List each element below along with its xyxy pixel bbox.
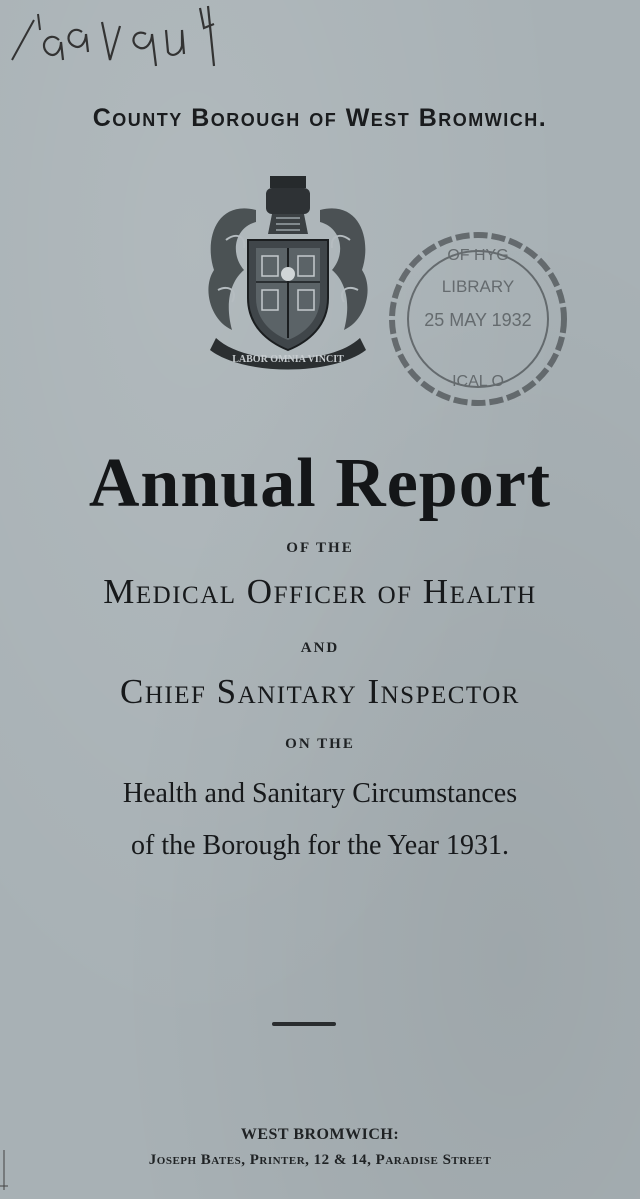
county-heading: County Borough of West Bromwich.	[92, 104, 548, 132]
of-the-line: OF THE	[286, 540, 354, 556]
sanitary-inspector-line: Chief Sanitary Inspector	[120, 672, 520, 711]
stamp-ring-top: OF HYG	[447, 247, 509, 264]
on-the-line: ON THE	[285, 736, 355, 752]
coat-of-arms-icon	[196, 170, 380, 376]
medical-officer-line: Medical Officer of Health	[103, 572, 537, 611]
handwritten-reference-mark	[4, 0, 234, 90]
imprint-place: WEST BROMWICH:	[240, 1126, 400, 1143]
motto-text: LABOR OMNIA VINCIT	[232, 354, 344, 365]
library-date-stamp-icon	[386, 228, 570, 410]
and-line: AND	[300, 640, 340, 656]
stamp-ring-bottom: ICAL O	[452, 373, 504, 390]
report-title: Annual Report	[88, 445, 552, 522]
stamp-date: 25 MAY 1932	[424, 310, 532, 330]
divider-rule	[272, 1022, 336, 1026]
subject-line-2: of the Borough for the Year 1931.	[131, 830, 509, 861]
stamp-label: LIBRARY	[441, 277, 515, 296]
imprint-printer: Joseph Bates, Printer, 12 & 14, Paradise Street	[148, 1152, 492, 1168]
margin-tick-mark	[0, 1150, 8, 1199]
subject-line-1: Health and Sanitary Circumstances	[122, 778, 518, 809]
